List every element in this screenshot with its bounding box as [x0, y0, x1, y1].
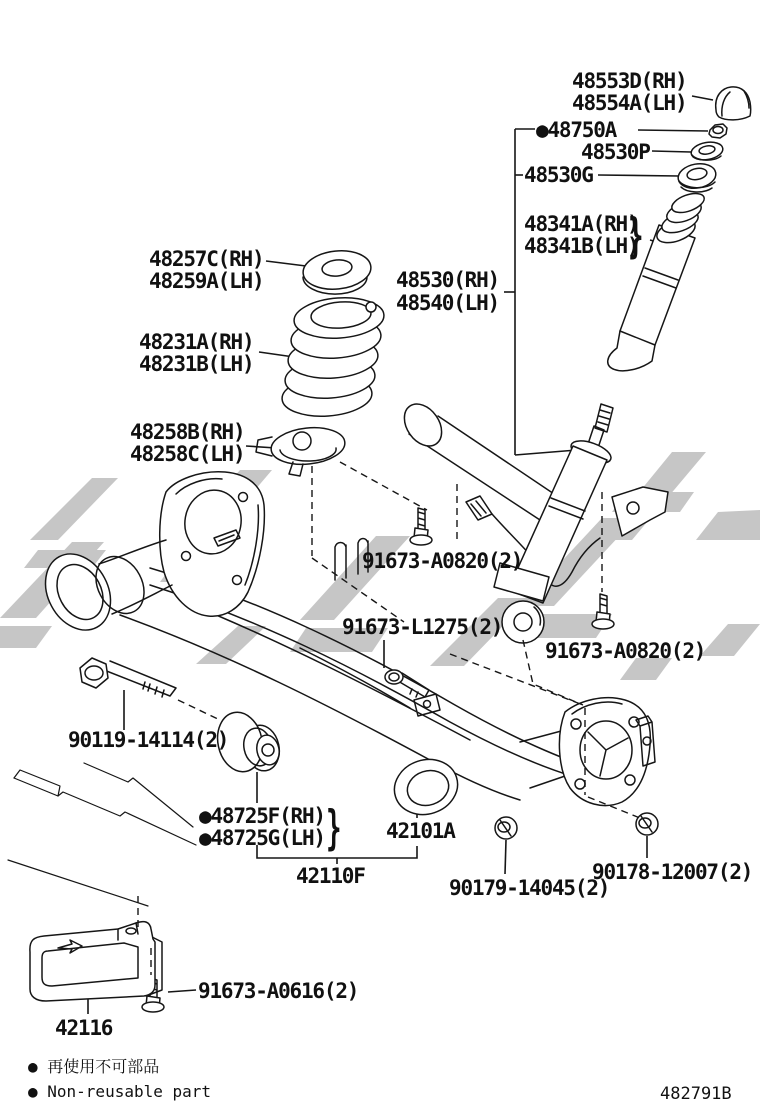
part-label-48750a[interactable]: ●48750A [536, 118, 617, 142]
part-label-48530p[interactable]: 48530P [581, 140, 650, 164]
nut-90178 [636, 813, 658, 835]
part-label-48341b-lh[interactable]: 48341B(LH) [524, 234, 639, 258]
part-label-48341a-rh[interactable]: 48341A(RH) [524, 212, 639, 236]
part-label-42101a[interactable]: 42101A [386, 819, 455, 843]
bolt-l1275 [385, 670, 429, 697]
part-label-48231a-rh[interactable]: 48231A(RH) [139, 330, 254, 354]
part-label-48725f-rh[interactable]: ●48725F(RH) [199, 804, 325, 828]
part-label-90179[interactable]: 90179-14045(2) [449, 876, 610, 900]
cap-48553d [716, 87, 751, 120]
part-label-48540-lh[interactable]: 48540(LH) [396, 291, 499, 315]
upper-spring-seat [301, 248, 373, 295]
part-label-48231b-lh[interactable]: 48231B(LH) [139, 352, 254, 376]
bolt-a0820-right [592, 594, 614, 629]
coil-spring [281, 295, 386, 419]
bolt-a0820-left [410, 508, 432, 545]
part-label-l1275[interactable]: 91673-L1275(2) [342, 615, 503, 639]
support-48530g [676, 161, 718, 191]
body-reference-lines [8, 763, 196, 906]
legend-nonreusable-en: ● Non-reusable part [28, 1082, 212, 1101]
brace-48725: } [326, 801, 342, 856]
part-label-48530-rh[interactable]: 48530(RH) [396, 268, 499, 292]
part-label-48258b-rh[interactable]: 48258B(RH) [130, 420, 245, 444]
nut-90179 [495, 817, 517, 839]
part-label-42116[interactable]: 42116 [55, 1016, 113, 1040]
part-label-48725g-lh[interactable]: ●48725G(LH) [199, 826, 325, 850]
drawing-code: 482791B [660, 1084, 732, 1104]
part-label-48554a-lh[interactable]: 48554A(LH) [572, 91, 687, 115]
part-label-48530g[interactable]: 48530G [524, 163, 593, 187]
part-label-48258c-lh[interactable]: 48258C(LH) [130, 442, 245, 466]
part-label-90178[interactable]: 90178-12007(2) [592, 860, 753, 884]
bolt-90119 [80, 658, 176, 697]
part-label-48259a-lh[interactable]: 48259A(LH) [149, 269, 264, 293]
part-label-90119[interactable]: 90119-14114(2) [68, 728, 229, 752]
part-label-a0820-upper[interactable]: 91673-A0820(2) [362, 549, 523, 573]
part-label-42110f[interactable]: 42110F [296, 864, 365, 888]
axle-beam [33, 397, 655, 823]
top-mount-parts [676, 87, 751, 192]
lower-spring-seat [256, 424, 347, 476]
legend-nonreusable-ja: ● 再使用不可部品 [28, 1057, 160, 1076]
part-label-48257c-rh[interactable]: 48257C(RH) [149, 247, 264, 271]
part-label-a0820-lower[interactable]: 91673-A0820(2) [545, 639, 706, 663]
part-label-48553d-rh[interactable]: 48553D(RH) [572, 69, 687, 93]
washer-48530p [690, 140, 724, 162]
part-label-a0616[interactable]: 91673-A0616(2) [198, 979, 359, 1003]
brace-48341: } [628, 209, 644, 264]
mud-guard [30, 922, 162, 1001]
